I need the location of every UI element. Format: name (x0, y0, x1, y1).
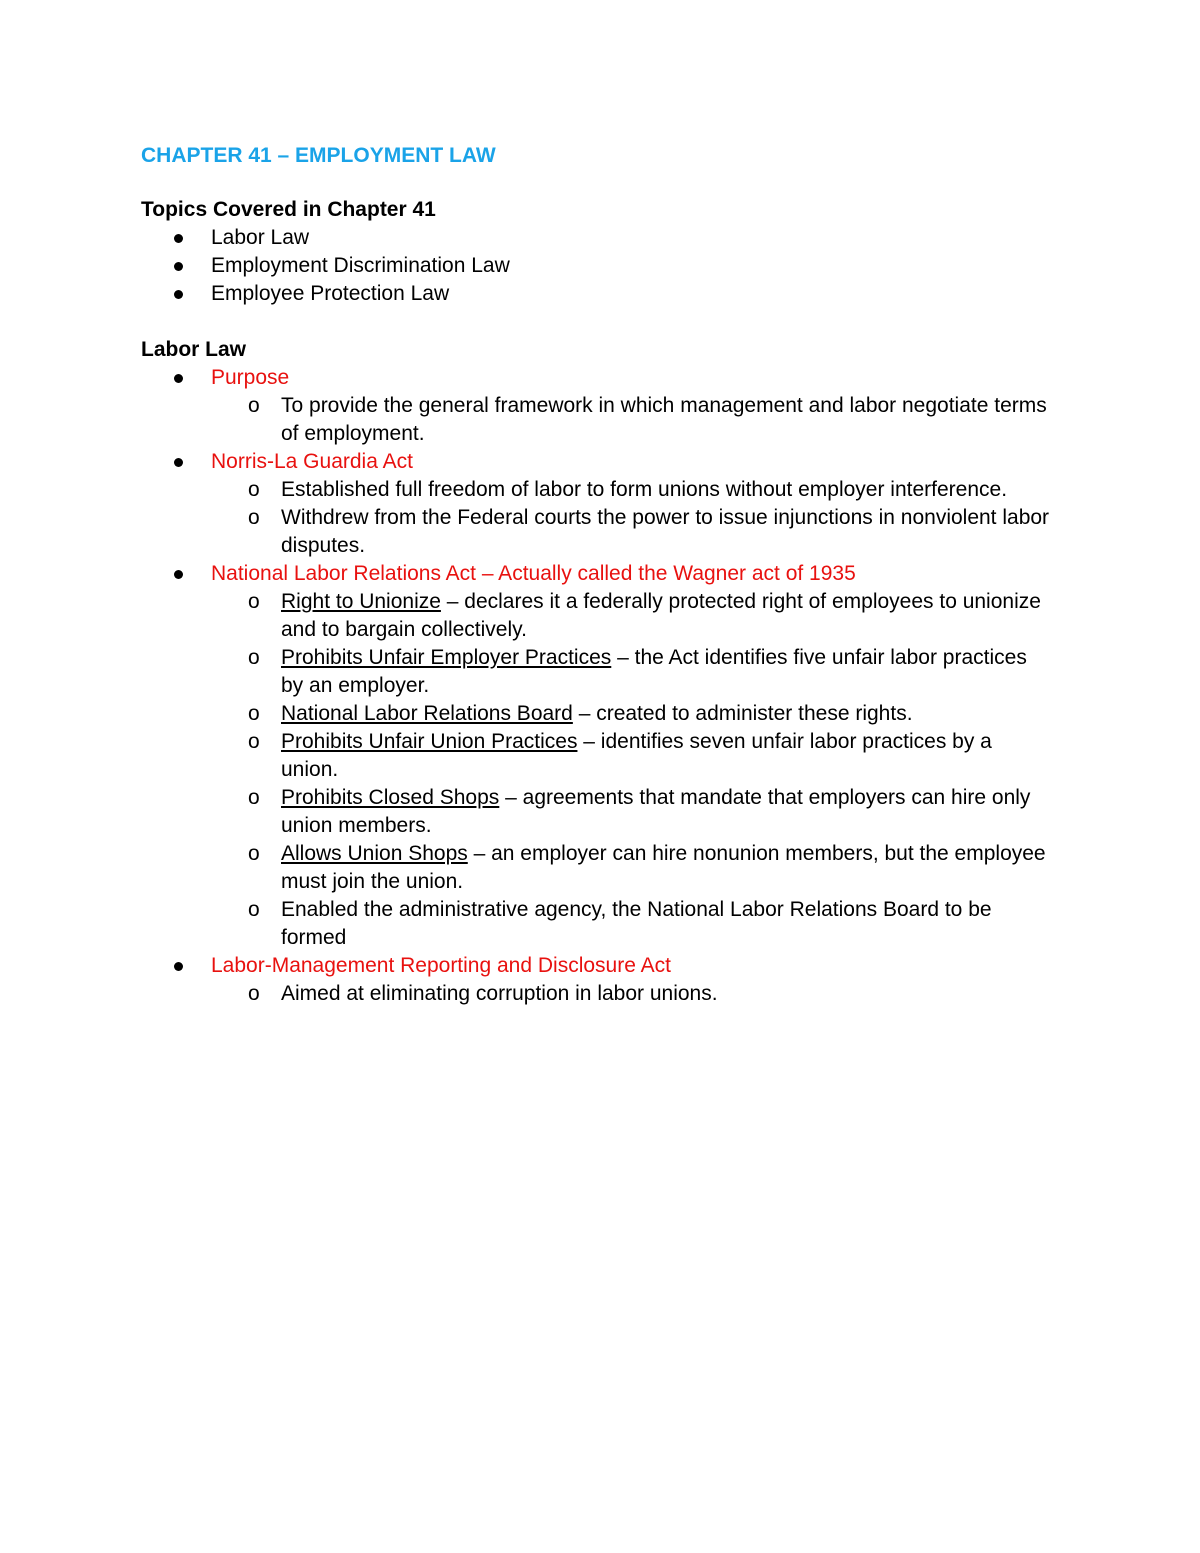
subtopic-title: Purpose (211, 366, 290, 389)
sub-list-item (211, 644, 1051, 700)
topics-heading: Topics Covered in Chapter 41 (141, 198, 436, 221)
list-item-lmrda (141, 952, 1061, 1008)
circle-bullet-icon: o (248, 506, 260, 529)
point-text: – agreements that mandate that employers can hire only union members. (281, 786, 1031, 837)
sub-list (211, 476, 1061, 560)
point-term: Prohibits Unfair Union Practices (281, 730, 578, 753)
subtopic-title: National Labor Relations Act – Actually called the Wagner act of 1935 (211, 562, 856, 585)
point-term: Prohibits Unfair Employer Practices (281, 646, 612, 669)
circle-bullet-icon: o (248, 478, 260, 501)
list-item-norris-la-guardia (141, 448, 1061, 560)
subtopic-title: Labor-Management Reporting and Disclosure Act (211, 954, 671, 977)
subtopic-title: Norris-La Guardia Act (211, 450, 413, 473)
circle-bullet-icon: o (248, 898, 260, 921)
point-term: Prohibits Closed Shops (281, 786, 500, 809)
list-item-purpose (141, 364, 1061, 448)
sub-list-item (211, 728, 1051, 784)
sub-list (211, 392, 1061, 448)
point-text: – identifies seven unfair labor practices by a union. (281, 730, 992, 781)
labor-law-list (141, 364, 1061, 1008)
topic-label: Labor Law (211, 226, 310, 249)
point-term: Right to Unionize (281, 590, 441, 613)
point-text: – declares it a federally protected right of employees to unionize and to bargain collectively. (281, 590, 1041, 641)
point-text: To provide the general framework in which management and labor negotiate terms of employment. (281, 394, 1047, 445)
sub-list-item (211, 504, 1051, 560)
spacer (141, 308, 1061, 336)
circle-bullet-icon: o (248, 590, 260, 613)
bullet-icon (174, 962, 183, 971)
sub-list-item (211, 700, 1051, 728)
circle-bullet-icon: o (248, 982, 260, 1005)
point-term: National Labor Relations Board (281, 702, 573, 725)
point-text: Enabled the administrative agency, the National Labor Relations Board to be formed (281, 898, 992, 949)
sub-list-item (211, 784, 1051, 840)
bullet-icon (174, 570, 183, 579)
point-term: Allows Union Shops (281, 842, 468, 865)
point-text: Established full freedom of labor to form unions without employer interference. (281, 478, 1008, 501)
point-text: Withdrew from the Federal courts the power to issue injunctions in nonviolent labor disputes. (281, 506, 1050, 557)
topics-list (141, 224, 1061, 308)
bullet-icon (174, 374, 183, 383)
sub-list-item (211, 840, 1051, 896)
circle-bullet-icon: o (248, 646, 260, 669)
document-page (141, 142, 1061, 1008)
bullet-icon (174, 290, 183, 299)
point-text: Aimed at eliminating corruption in labor unions. (281, 982, 718, 1005)
circle-bullet-icon: o (248, 702, 260, 725)
chapter-title: CHAPTER 41 – EMPLOYMENT LAW (141, 144, 496, 167)
circle-bullet-icon: o (248, 842, 260, 865)
spacer (141, 170, 1061, 196)
sub-list-item (211, 896, 1051, 952)
point-text: – an employer can hire nonunion members, but the employee must join the union. (281, 842, 1046, 893)
sub-list-item (211, 476, 1051, 504)
circle-bullet-icon: o (248, 730, 260, 753)
sub-list-item (211, 588, 1051, 644)
circle-bullet-icon: o (248, 786, 260, 809)
bullet-icon (174, 262, 183, 271)
bullet-icon (174, 234, 183, 243)
sub-list-item (211, 392, 1051, 448)
sub-list-item (211, 980, 1051, 1008)
sub-list (211, 588, 1061, 952)
topic-label: Employee Protection Law (211, 282, 450, 305)
list-item (141, 224, 1061, 252)
point-text: – the Act identifies five unfair labor practices by an employer. (281, 646, 1027, 697)
topic-label: Employment Discrimination Law (211, 254, 510, 277)
sub-list (211, 980, 1061, 1008)
circle-bullet-icon: o (248, 394, 260, 417)
list-item (141, 280, 1061, 308)
point-text: – created to administer these rights. (572, 702, 913, 725)
bullet-icon (174, 458, 183, 467)
list-item-nlra (141, 560, 1061, 952)
list-item (141, 252, 1061, 280)
labor-law-heading: Labor Law (141, 338, 247, 361)
